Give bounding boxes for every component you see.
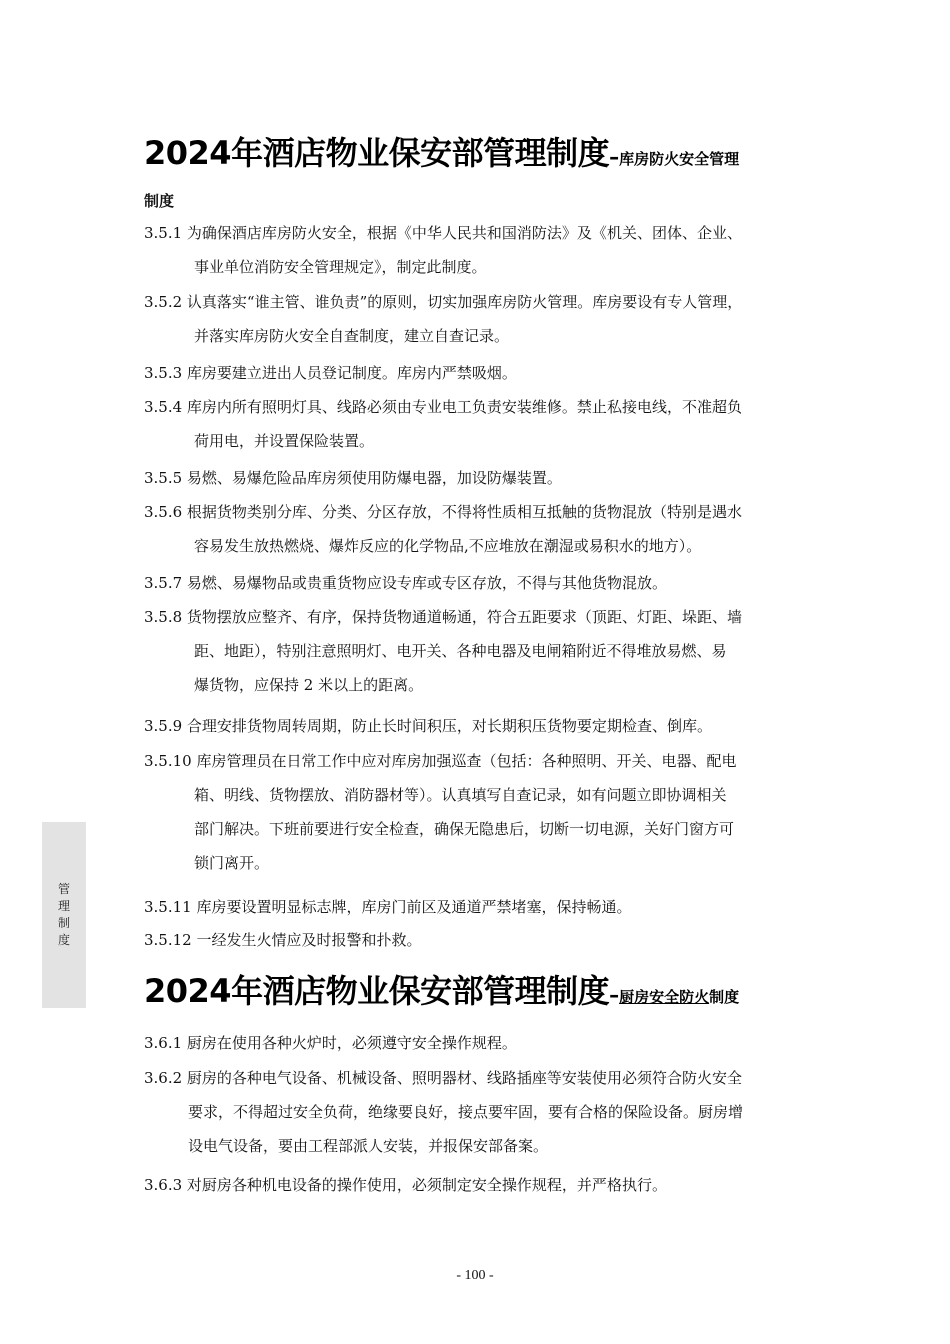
side-tab	[42, 822, 86, 1008]
side-tab-char: 管	[57, 882, 70, 896]
section1-title-dash: –	[609, 145, 620, 169]
paragraph-3-6-1	[144, 1026, 824, 1060]
paragraph-line: 事业单位消防安全管理规定》，制定此制度。	[194, 258, 487, 276]
paragraph-3-5-7	[144, 566, 824, 600]
paragraph-3-5-5	[144, 461, 824, 495]
paragraph-line: 3.6.1 厨房在使用各种火炉时，必须遵守安全操作规程。	[144, 1034, 517, 1052]
paragraph-line: 3.5.9 合理安排货物周转周期，防止长时间积压，对长期积压货物要定期检查、倒库。	[144, 717, 712, 735]
paragraph-3-5-2	[144, 285, 824, 353]
paragraph-line: 3.5.5 易燃、易爆危险品库房须使用防爆电器，加设防爆装置。	[144, 469, 562, 487]
paragraph-line: 3.6.3 对厨房各种机电设备的操作使用，必须制定安全操作规程，并严格执行。	[144, 1176, 667, 1194]
paragraph-3-6-2	[144, 1061, 824, 1163]
side-tab-char: 理	[57, 899, 70, 913]
section1-title-sub-cont: 制度	[144, 192, 175, 210]
paragraph-line: 3.5.6 根据货物类别分库、分类、分区存放，不得将性质相互抵触的货物混放（特别是遇水	[144, 503, 742, 521]
side-tab-char: 制	[57, 916, 70, 930]
paragraph-line: 3.5.8 货物摆放应整齐、有序，保持货物通道畅通，符合五距要求（顶距、灯距、垛距、墙	[144, 608, 742, 626]
section2-title-main: 2024年酒店物业保安部管理制度	[144, 972, 610, 1010]
paragraph-line: 3.5.10 库房管理员在日常工作中应对库房加强巡查（包括：各种照明、开关、电器、配电	[144, 752, 737, 770]
paragraph-line: 3.6.2 厨房的各种电气设备、机械设备、照明器材、线路插座等安装使用必须符合防火安全	[144, 1069, 742, 1087]
paragraph-3-5-3	[144, 356, 824, 390]
paragraph-3-5-12	[144, 923, 824, 957]
section1-title-main: 2024年酒店物业保安部管理制度	[144, 134, 610, 172]
paragraph-line: 并落实库房防火安全自查制度，建立自查记录。	[194, 327, 510, 345]
paragraph-line: 3.5.11 库房要设置明显标志牌，库房门前区及通道严禁堵塞，保持畅通。	[144, 898, 632, 916]
section1-title-sub: 库房防火安全管理	[619, 150, 740, 168]
paragraph-line: 荷用电，并设置保险装置。	[194, 432, 375, 450]
paragraph-3-5-8	[144, 600, 824, 702]
page-number: - 100 -	[456, 1268, 494, 1283]
paragraph-line: 3.5.12 一经发生火情应及时报警和扑救。	[144, 931, 422, 949]
section2-title-sub-plain: 制度	[709, 988, 740, 1006]
side-tab-char: 度	[57, 933, 70, 947]
paragraph-line: 设电气设备，要由工程部派人安装，并报保安部备案。	[188, 1137, 549, 1155]
paragraph-line: 爆货物，应保持 2 米以上的距离。	[194, 676, 424, 694]
paragraph-3-5-9	[144, 709, 824, 743]
paragraph-line: 3.5.2 认真落实“谁主管、谁负责”的原则，切实加强库房防火管理。库房要设有专人管理，	[144, 293, 743, 311]
section1-heading	[144, 128, 739, 174]
paragraph-3-5-4	[144, 390, 824, 458]
paragraph-line: 部门解决。下班前要进行安全检查，确保无隐患后，切断一切电源，关好门窗方可	[194, 820, 735, 838]
paragraph-line: 3.5.1 为确保酒店库房防火安全，根据《中华人民共和国消防法》及《机关、团体、企业、	[144, 224, 742, 242]
section2-title-sub-underlined: 厨房安全防火	[619, 988, 710, 1006]
paragraph-line: 3.5.4 库房内所有照明灯具、线路必须由专业电工负责安装维修。禁止私接电线，不准超负	[144, 398, 742, 416]
paragraph-line: 3.5.7 易燃、易爆物品或贵重货物应设专库或专区存放，不得与其他货物混放。	[144, 574, 667, 592]
paragraph-3-5-10	[144, 744, 824, 880]
paragraph-3-6-3	[144, 1168, 824, 1202]
paragraph-line: 锁门离开。	[194, 854, 270, 872]
paragraph-line: 距、地距），特别注意照明灯、电开关、各种电器及电闸箱附近不得堆放易燃、易	[194, 642, 727, 660]
section2-title-dash: –	[609, 983, 620, 1007]
paragraph-3-5-1	[144, 216, 824, 284]
paragraph-line: 容易发生放热燃烧、爆炸反应的化学物品,不应堆放在潮湿或易积水的地方）。	[194, 537, 702, 555]
section2-heading	[144, 966, 739, 1012]
paragraph-line: 箱、明线、货物摆放、消防器材等）。认真填写自查记录，如有问题立即协调相关	[194, 786, 727, 804]
paragraph-line: 要求，不得超过安全负荷，绝缘要良好，接点要牢固，要有合格的保险设备。厨房增	[188, 1103, 744, 1121]
paragraph-line: 3.5.3 库房要建立进出人员登记制度。库房内严禁吸烟。	[144, 364, 517, 382]
paragraph-3-5-11	[144, 890, 824, 924]
paragraph-3-5-6	[144, 495, 824, 563]
